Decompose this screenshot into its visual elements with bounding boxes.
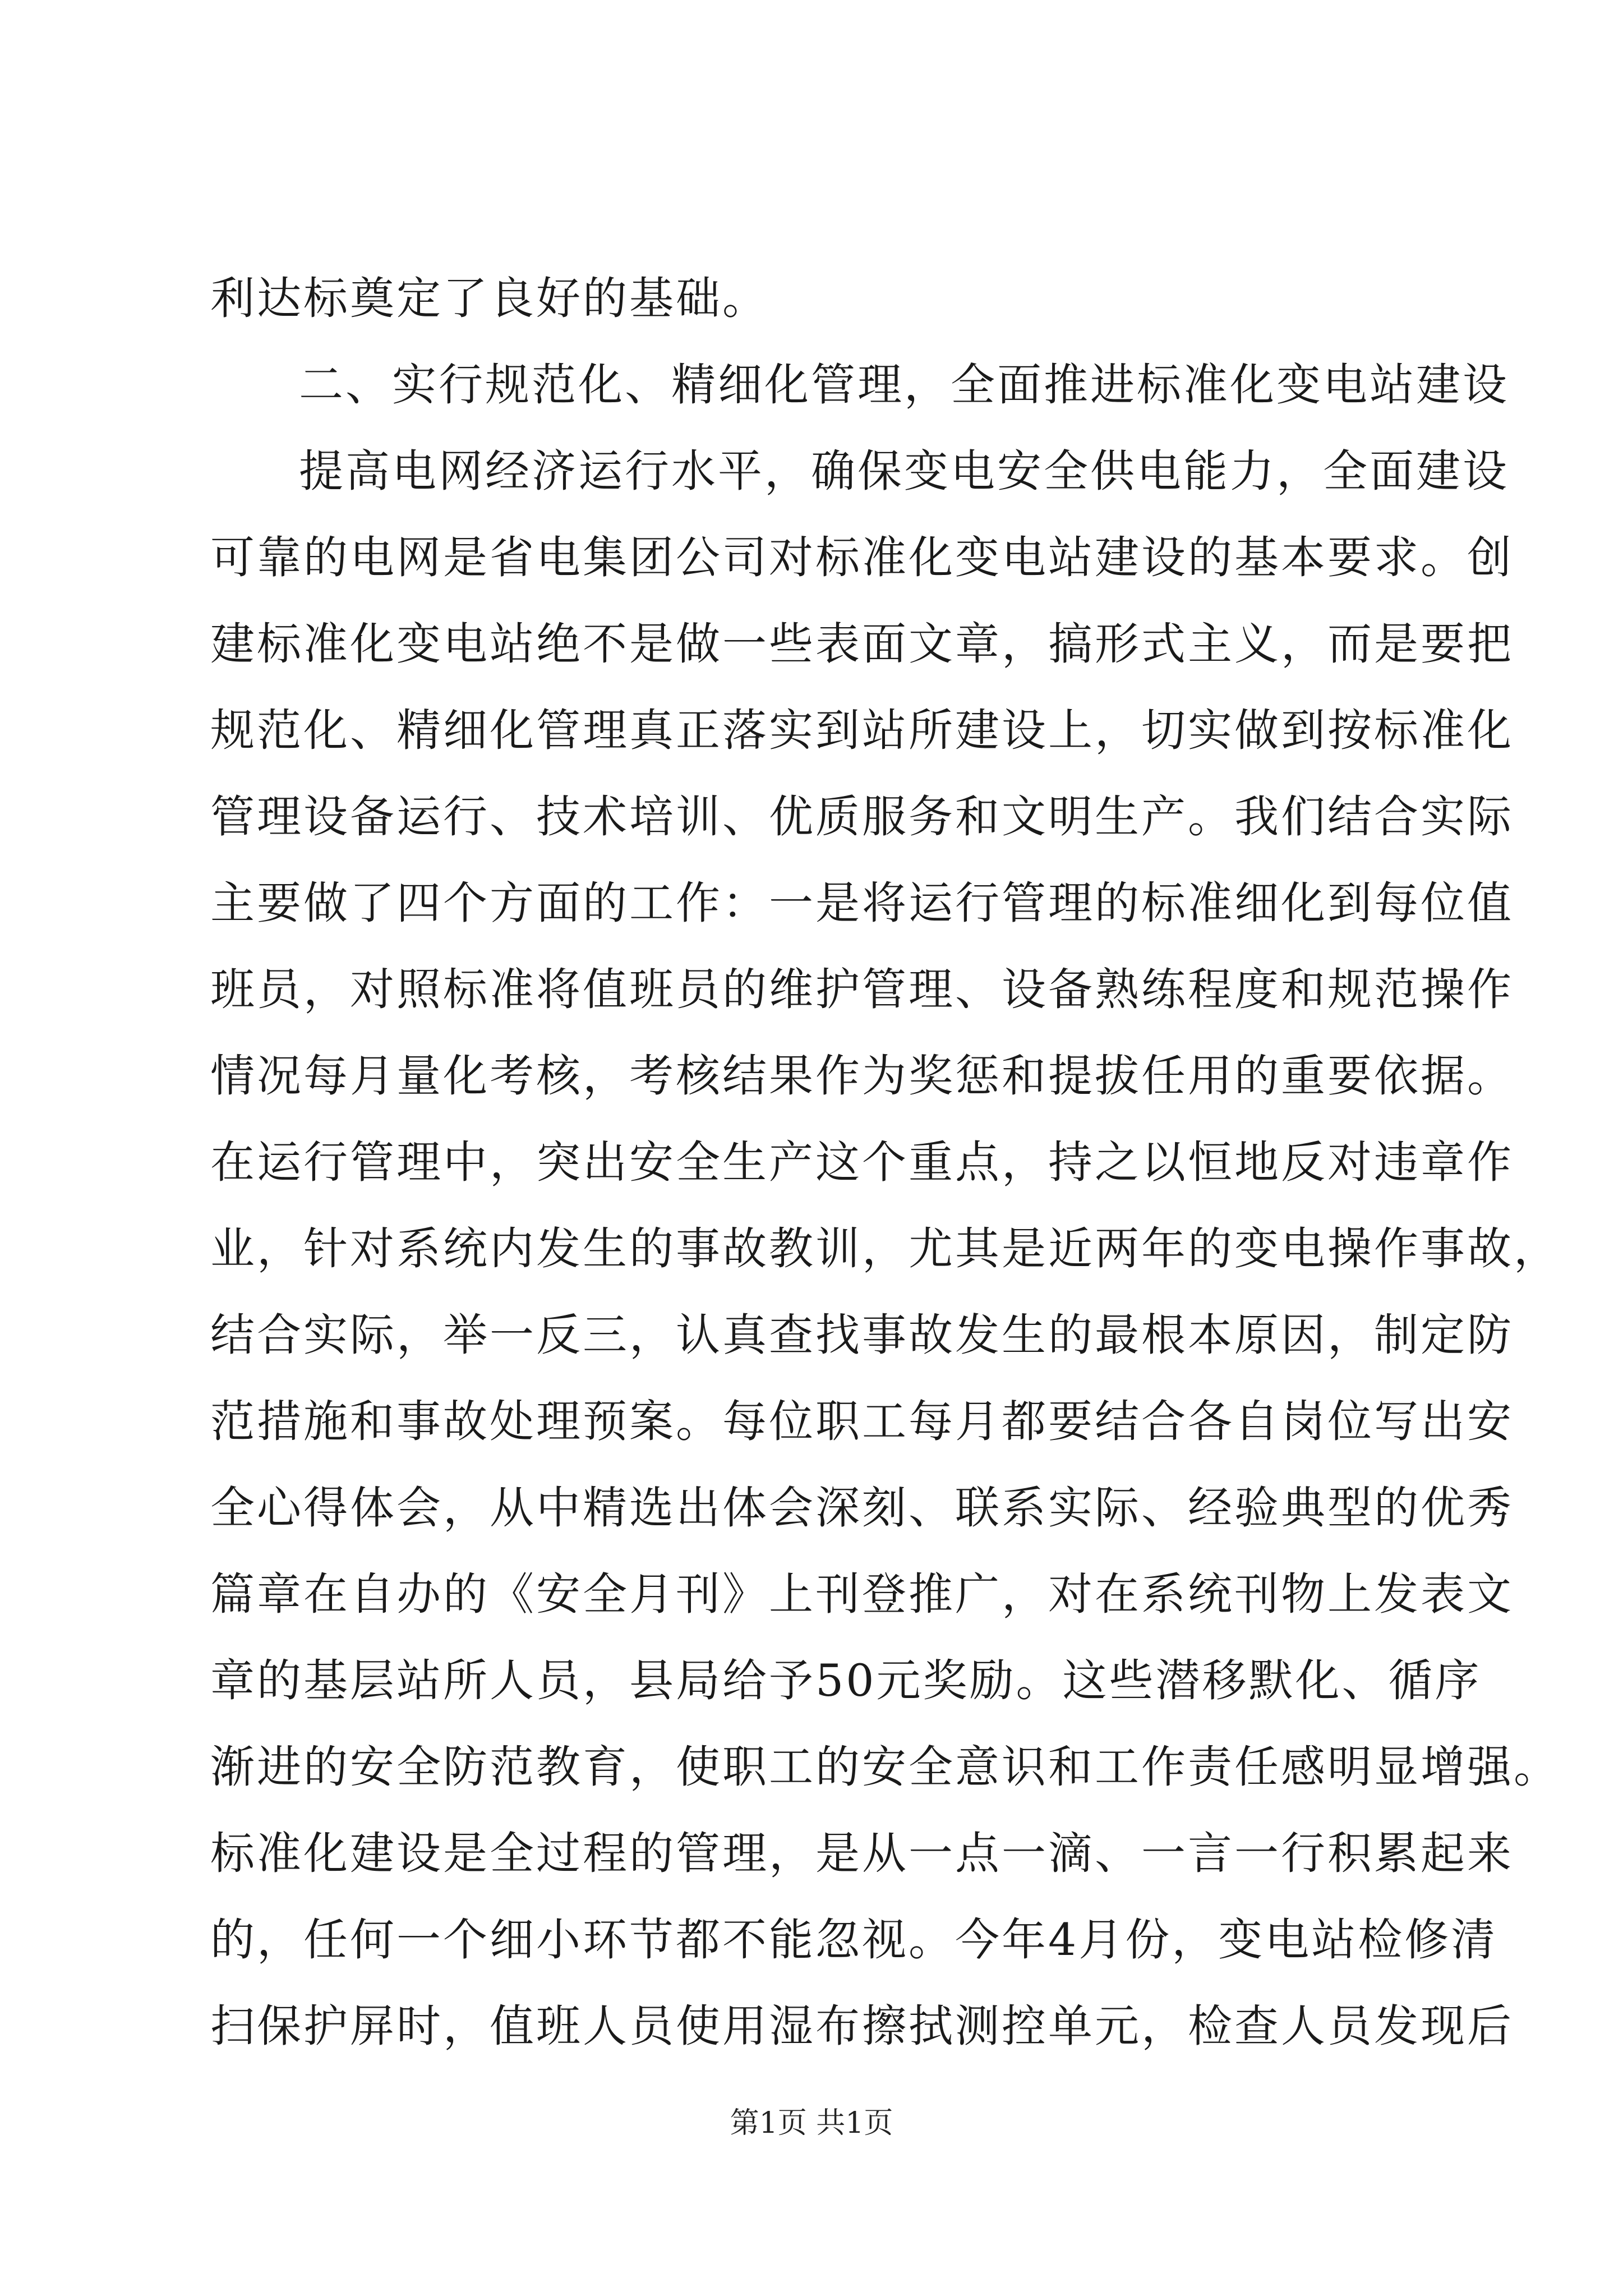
text-line: 范措施和事故处理预案。每位职工每月都要结合各自岗位写出安 xyxy=(210,1396,1514,1447)
text-line: 结合实际，举一反三，认真查找事故发生的最根本原因，制定防 xyxy=(210,1309,1514,1361)
text-line: 利达标奠定了良好的基础。 xyxy=(210,273,769,324)
text-line: 提高电网经济运行水平，确保变电安全供电能力，全面建设 xyxy=(299,445,1509,497)
text-line: 篇章在自办的《安全月刊》上刊登推广，对在系统刊物上发表文 xyxy=(210,1568,1514,1620)
text-line: 规范化、精细化管理真正落实到站所建设上，切实做到按标准化 xyxy=(210,705,1514,756)
page-number-label: 第1页 共1页 xyxy=(730,2106,893,2140)
text-line: 可靠的电网是省电集团公司对标准化变电站建设的基本要求。创 xyxy=(210,532,1514,583)
text-line: 全心得体会，从中精选出体会深刻、联系实际、经验典型的优秀 xyxy=(210,1482,1514,1534)
section-heading: 二、实行规范化、精细化管理，全面推进标准化变电站建设 xyxy=(299,359,1509,411)
text-line: 的，任何一个细小环节都不能忽视。今年4月份，变电站检修清 xyxy=(210,1914,1498,1966)
text-line: 班员，对照标准将值班员的维护管理、设备熟练程度和规范操作 xyxy=(210,964,1514,1015)
page-footer xyxy=(0,2104,1623,2143)
text-line: 业，针对系统内发生的事故教训，尤其是近两年的变电操作事故， xyxy=(210,1223,1560,1274)
text-line: 情况每月量化考核，考核结果作为奖惩和提拔任用的重要依据。 xyxy=(210,1050,1514,1102)
text-line: 扫保护屏时，值班人员使用湿布擦拭测控单元，检查人员发现后 xyxy=(210,2000,1514,2052)
text-line: 管理设备运行、技术培训、优质服务和文明生产。我们结合实际 xyxy=(210,791,1514,843)
text-line: 渐进的安全防范教育，使职工的安全意识和工作责任感明显增强。 xyxy=(210,1741,1560,1793)
text-line: 主要做了四个方面的工作：一是将运行管理的标准细化到每位值 xyxy=(210,877,1514,929)
text-line: 在运行管理中，突出安全生产这个重点，持之以恒地反对违章作 xyxy=(210,1137,1514,1188)
document-body xyxy=(210,255,1560,2069)
text-line: 建标准化变电站绝不是做一些表面文章，搞形式主义，而是要把 xyxy=(210,618,1514,670)
text-line: 章的基层站所人员，县局给予50元奖励。这些潜移默化、循序 xyxy=(210,1655,1482,1706)
text-line: 标准化建设是全过程的管理，是从一点一滴、一言一行积累起来 xyxy=(210,1828,1514,1879)
